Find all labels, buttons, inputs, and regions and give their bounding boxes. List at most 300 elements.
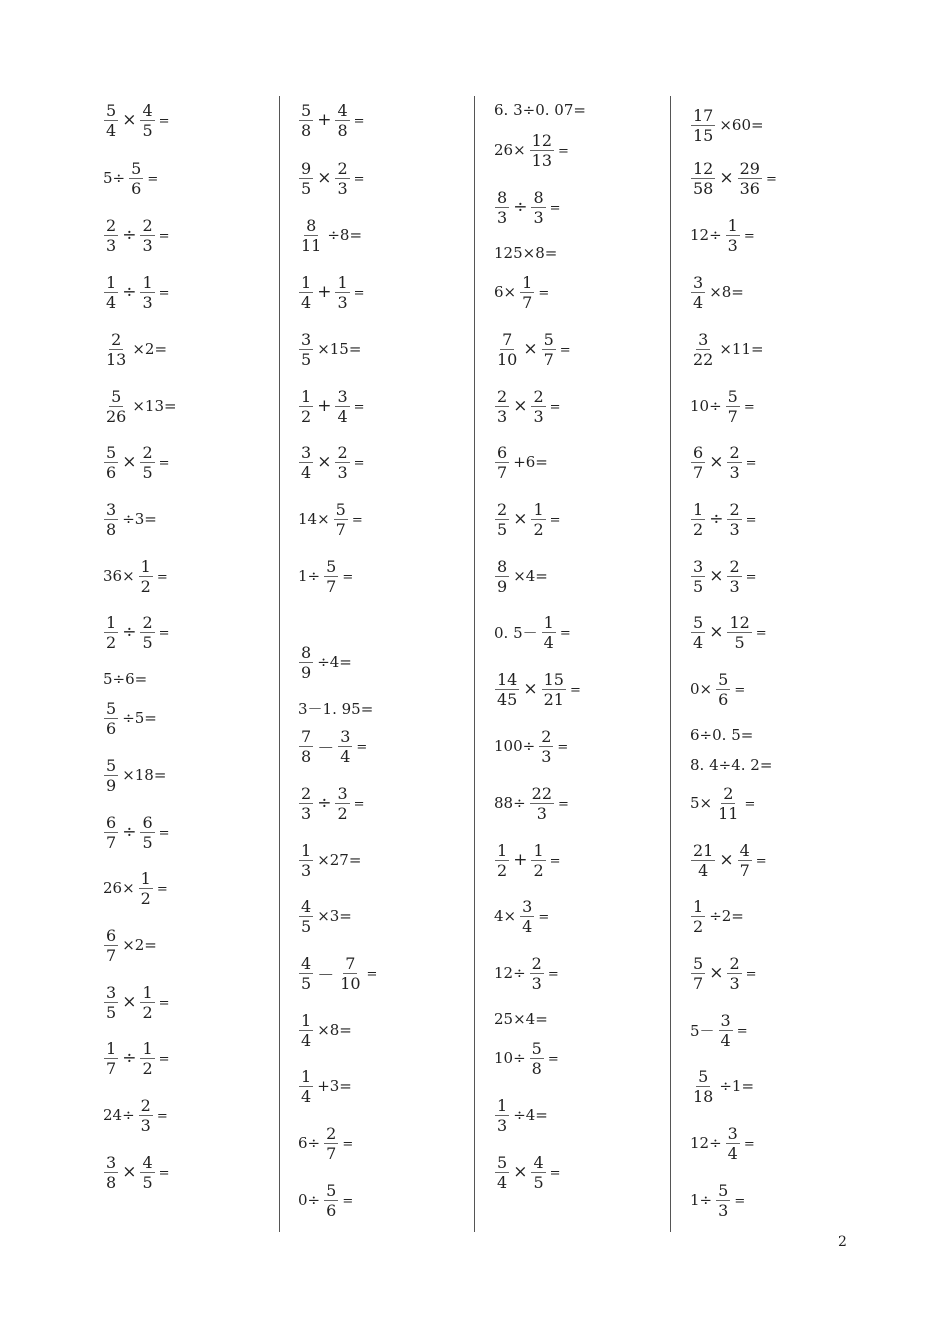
expression-text: 25×4= [494,1010,548,1028]
fraction-numerator: 29 [739,158,760,178]
fraction [335,159,349,198]
fraction-numerator: 2 [729,442,740,462]
fraction [691,954,705,993]
fraction-denominator: 3 [142,292,153,312]
operator: × [709,452,724,472]
fraction-denominator: 10 [340,973,361,993]
problem-row [494,321,574,377]
fraction-numerator: 2 [140,1095,151,1115]
equals-sign: = [547,1051,559,1067]
fraction-numerator: 4 [301,896,312,916]
fraction-denominator: 45 [497,689,518,709]
fraction-denominator: 4 [301,1086,312,1106]
problem-row [690,491,760,547]
fraction-numerator: 12 [531,130,553,150]
fraction-numerator: 3 [301,442,312,462]
fraction-numerator: 15 [543,669,564,689]
fraction [726,1124,740,1163]
fraction-denominator: 11 [301,235,322,255]
fraction-numerator: 2 [723,783,734,803]
fraction-denominator: 7 [693,462,704,482]
fraction [104,813,118,852]
fraction-denominator: 3 [140,1115,151,1135]
fraction [338,954,362,993]
problem-row [298,1172,356,1228]
fraction [140,983,154,1022]
fraction-numerator: 12 [693,158,714,178]
fraction [104,387,128,426]
operator: + [317,282,332,302]
expression-text: ×2= [132,340,168,358]
expression-text: 12÷ [494,964,526,982]
problem-row [103,548,171,604]
problem-row [103,690,160,746]
problem-row [494,604,574,660]
problem-row [298,718,370,774]
fraction [104,983,118,1022]
fraction [139,869,153,908]
fraction-denominator: 5 [533,1172,544,1192]
problem-row [690,378,758,434]
fraction [338,727,352,766]
fraction [140,813,154,852]
fraction [299,643,313,682]
equals-sign: = [353,113,365,129]
fraction [104,216,118,255]
fraction-denominator: 3 [531,973,542,993]
fraction-denominator: 3 [729,973,740,993]
fraction-denominator: 2 [142,1058,153,1078]
equals-sign: = [342,569,354,585]
fraction-denominator: 7 [522,292,533,312]
fraction-numerator: 1 [727,215,738,235]
expression-text: +6= [513,453,548,471]
fraction [129,159,143,198]
fraction-denominator: 4 [693,292,704,312]
problem-row [494,240,560,266]
expression-text: ×4= [513,567,548,585]
fraction [324,1181,338,1220]
operator: × [709,622,724,642]
expression-text: 5－ [690,1021,715,1040]
problem-row [494,661,584,717]
fraction [495,557,509,596]
equals-sign: = [734,682,746,698]
fraction-numerator: 5 [106,442,117,462]
fraction [531,1153,545,1192]
fraction [140,273,154,312]
fraction [539,727,553,766]
operator: ÷ [709,509,724,529]
operator: ÷ [122,822,137,842]
equals-sign: = [745,569,757,585]
fraction-numerator: 4 [301,953,312,973]
problem-row [690,1058,757,1114]
problem-row [494,1006,551,1032]
fraction-denominator: 26 [106,406,127,426]
operator: × [122,1162,137,1182]
fraction [104,101,118,140]
fraction-denominator: 3 [729,519,740,539]
fraction-denominator: 5 [142,832,153,852]
problem-row [494,1030,562,1086]
expression-text: ×3= [317,907,352,925]
fraction-numerator: 5 [326,556,337,576]
fraction-denominator: 5 [301,916,312,936]
fraction [335,101,349,140]
fraction-denominator: 13 [106,349,127,369]
expression-text: ÷4= [317,653,352,671]
operator: × [317,168,332,188]
fraction-denominator: 3 [106,235,117,255]
fraction-denominator: 6 [326,1200,337,1220]
fraction [299,1011,313,1050]
fraction [104,500,118,539]
expression-text: ÷8= [327,226,363,244]
problem-row [298,945,380,1001]
fraction-numerator: 1 [301,386,312,406]
fraction-denominator: 5 [734,632,745,652]
fraction-numerator: 1 [301,1010,312,1030]
fraction [104,756,118,795]
problem-row [103,1030,173,1086]
problem-row [494,122,572,178]
operator: × [513,509,528,529]
equals-sign: = [147,171,159,187]
fraction-numerator: 6 [497,442,508,462]
expression-text: ×18= [122,766,167,784]
equals-sign: = [156,1108,168,1124]
fraction-denominator: 4 [340,746,351,766]
fraction-denominator: 8 [106,519,117,539]
fraction [495,330,519,369]
operator: ÷ [317,793,332,813]
fraction [495,1153,509,1192]
problem-row [103,974,173,1030]
equals-sign: = [743,399,755,415]
equals-sign: = [558,796,569,812]
fraction [299,330,313,369]
expression-text: 8. 4÷4. 2= [690,756,773,774]
problem-row [494,945,562,1001]
fraction [691,443,705,482]
fraction-denominator: 15 [693,125,714,145]
fraction-denominator: 4 [106,120,117,140]
expression-text: ×15= [317,340,362,358]
equals-sign: = [351,512,363,528]
expression-text: ×60= [719,116,764,134]
fraction-numerator: 5 [727,386,738,406]
fraction-denominator: 2 [142,1002,153,1022]
fraction-numerator: 5 [335,499,346,519]
page-number: 2 [838,1234,847,1250]
problem-row [494,434,551,490]
fraction [530,954,544,993]
expression-text: 4× [494,907,517,925]
fraction [738,841,752,880]
fraction-denominator: 3 [718,1200,729,1220]
fraction-denominator: 6 [718,689,729,709]
equals-sign: = [158,825,170,841]
fraction [520,273,534,312]
fraction-denominator: 5 [301,178,312,198]
problem-row [298,264,368,320]
fraction-denominator: 2 [533,860,544,880]
fraction-numerator: 1 [106,272,117,292]
problem-row [103,321,170,377]
fraction [299,273,313,312]
operator: － [317,738,335,759]
fraction-numerator: 2 [541,726,552,746]
expression-text: 0× [690,680,713,698]
operator: ÷ [122,1048,137,1068]
fraction-numerator: 4 [533,1152,544,1172]
fraction-denominator: 4 [543,632,554,652]
fraction-denominator: 4 [337,406,348,426]
fraction-numerator: 5 [531,1038,542,1058]
fraction [324,1124,338,1163]
fraction [104,273,118,312]
problem-row [103,860,171,916]
fraction-numerator: 2 [531,953,542,973]
fraction [531,500,545,539]
fraction-denominator: 58 [693,178,714,198]
fraction-numerator: 8 [497,556,508,576]
equals-sign: = [156,881,168,897]
fraction [140,101,154,140]
fraction [324,557,338,596]
fraction-numerator: 3 [106,982,117,1002]
fraction-denominator: 5 [301,973,312,993]
fraction-denominator: 7 [326,1143,337,1163]
fraction-denominator: 9 [106,775,117,795]
problem-row [494,832,564,888]
fraction [140,1153,154,1192]
fraction-numerator: 1 [140,556,151,576]
fraction [727,613,751,652]
fraction-denominator: 2 [301,406,312,426]
equals-sign: = [557,739,569,755]
fraction [104,926,118,965]
column-divider [474,96,475,1232]
equals-sign: = [366,966,378,982]
problem-row [494,378,564,434]
fraction [104,1153,118,1192]
fraction-denominator: 4 [301,462,312,482]
fraction-numerator: 2 [337,442,348,462]
fraction-denominator: 2 [693,916,704,936]
fraction-numerator: 5 [106,755,117,775]
fraction-numerator: 2 [497,499,508,519]
fraction-numerator: 1 [693,896,704,916]
problem-row [298,1002,355,1058]
fraction-denominator: 2 [140,576,151,596]
expression-text: 10÷ [494,1049,526,1067]
expression-text: 36× [103,567,135,585]
fraction-denominator: 9 [497,576,508,596]
equals-sign: = [158,113,170,129]
fraction [691,106,715,145]
expression-text: 5÷ [103,169,126,187]
fraction-numerator: 3 [106,499,117,519]
fraction-numerator: 6 [106,812,117,832]
fraction-denominator: 5 [142,632,153,652]
fraction [335,273,349,312]
fraction-numerator: 2 [142,612,153,632]
fraction-denominator: 7 [543,349,554,369]
fraction [299,387,313,426]
expression-text: ÷4= [513,1106,548,1124]
fraction-denominator: 2 [533,519,544,539]
problem-row [103,604,173,660]
fraction-denominator: 7 [106,1058,117,1078]
fraction-denominator: 7 [497,462,508,482]
equals-sign: = [158,228,170,244]
fraction-numerator: 5 [543,329,554,349]
expression-text: 5÷6= [103,670,148,688]
problem-row [494,1144,564,1200]
fraction-denominator: 3 [337,292,348,312]
fraction-denominator: 8 [531,1058,542,1078]
fraction [531,188,545,227]
fraction-numerator: 3 [106,1152,117,1172]
fraction-numerator: 3 [727,1123,738,1143]
expression-text: ÷5= [122,709,157,727]
fraction-denominator: 13 [531,150,553,170]
fraction [495,670,519,709]
fraction [542,613,556,652]
fraction-numerator: 3 [693,556,704,576]
equals-sign: = [755,853,767,869]
expression-text: 0. 5－ [494,623,538,642]
fraction [299,897,313,936]
fraction-denominator: 5 [301,349,312,369]
equals-sign: = [342,1193,354,1209]
fraction-numerator: 7 [345,953,356,973]
equals-sign: = [736,1023,748,1039]
operator: × [513,396,528,416]
operator: + [513,850,528,870]
fraction-denominator: 6 [106,462,117,482]
fraction [495,443,509,482]
expression-text: 1÷ [690,1191,713,1209]
fraction-numerator: 1 [142,982,153,1002]
fraction [726,216,740,255]
fraction-denominator: 2 [140,888,151,908]
problem-row [690,1172,748,1228]
problem-row [103,264,173,320]
expression-text: 24÷ [103,1106,135,1124]
equals-sign: = [158,1051,170,1067]
fraction-numerator: 3 [340,726,351,746]
fraction-numerator: 2 [729,556,740,576]
expression-text: 26× [494,141,526,159]
fraction [531,387,545,426]
fraction-numerator: 1 [337,272,348,292]
problem-row [690,775,758,831]
fraction [495,841,509,880]
problem-row [690,548,760,604]
fraction [520,897,534,936]
fraction-numerator: 1 [693,499,704,519]
fraction-numerator: 4 [142,100,153,120]
fraction-numerator: 1 [140,868,151,888]
fraction-numerator: 1 [543,612,554,632]
problem-row [103,150,161,206]
fraction [495,188,509,227]
fraction [495,387,509,426]
fraction-numerator: 1 [533,840,544,860]
fraction [139,557,153,596]
fraction [691,330,715,369]
expression-text: 12÷ [690,226,722,244]
fraction-denominator: 8 [337,120,348,140]
fraction-denominator: 7 [106,832,117,852]
fraction-numerator: 5 [106,698,117,718]
problem-row [690,945,760,1001]
equals-sign: = [353,171,365,187]
fraction-numerator: 5 [301,100,312,120]
problem-row [298,321,364,377]
fraction-denominator: 9 [301,662,312,682]
fraction [104,330,128,369]
fraction-numerator: 5 [698,1066,709,1086]
fraction [104,613,118,652]
fraction-denominator: 6 [106,718,117,738]
problem-row [690,832,770,888]
problem-row [298,207,365,263]
fraction-numerator: 3 [301,329,312,349]
fraction-denominator: 3 [497,207,508,227]
fraction-numerator: 1 [142,1038,153,1058]
equals-sign: = [547,966,559,982]
fraction-numerator: 1 [301,1066,312,1086]
fraction [299,841,313,880]
problem-row [494,888,552,944]
problem-row [298,150,368,206]
equals-sign: = [158,995,170,1011]
fraction [299,101,313,140]
expression-text: 6. 3÷0. 07= [494,101,586,119]
fraction [104,699,118,738]
expression-text: 12÷ [690,1134,722,1152]
problem-row [494,548,551,604]
operator: × [719,168,734,188]
fraction-numerator: 3 [720,1010,731,1030]
fraction-denominator: 8 [301,746,312,766]
fraction-numerator: 1 [497,840,508,860]
fraction [299,159,313,198]
equals-sign: = [158,1165,170,1181]
problem-row [494,179,564,235]
fraction-numerator: 2 [326,1123,337,1143]
fraction-numerator: 7 [301,726,312,746]
expression-text: ×27= [317,851,362,869]
fraction [727,954,741,993]
operator: × [122,110,137,130]
fraction-numerator: 3 [337,783,348,803]
fraction-numerator: 4 [142,1152,153,1172]
fraction [104,1039,118,1078]
fraction-denominator: 5 [142,1172,153,1192]
equals-sign: = [558,143,569,159]
fraction-denominator: 4 [497,1172,508,1192]
equals-sign: = [156,569,168,585]
fraction-numerator: 5 [718,669,729,689]
operator: + [317,396,332,416]
equals-sign: = [745,966,757,982]
fraction [335,443,349,482]
